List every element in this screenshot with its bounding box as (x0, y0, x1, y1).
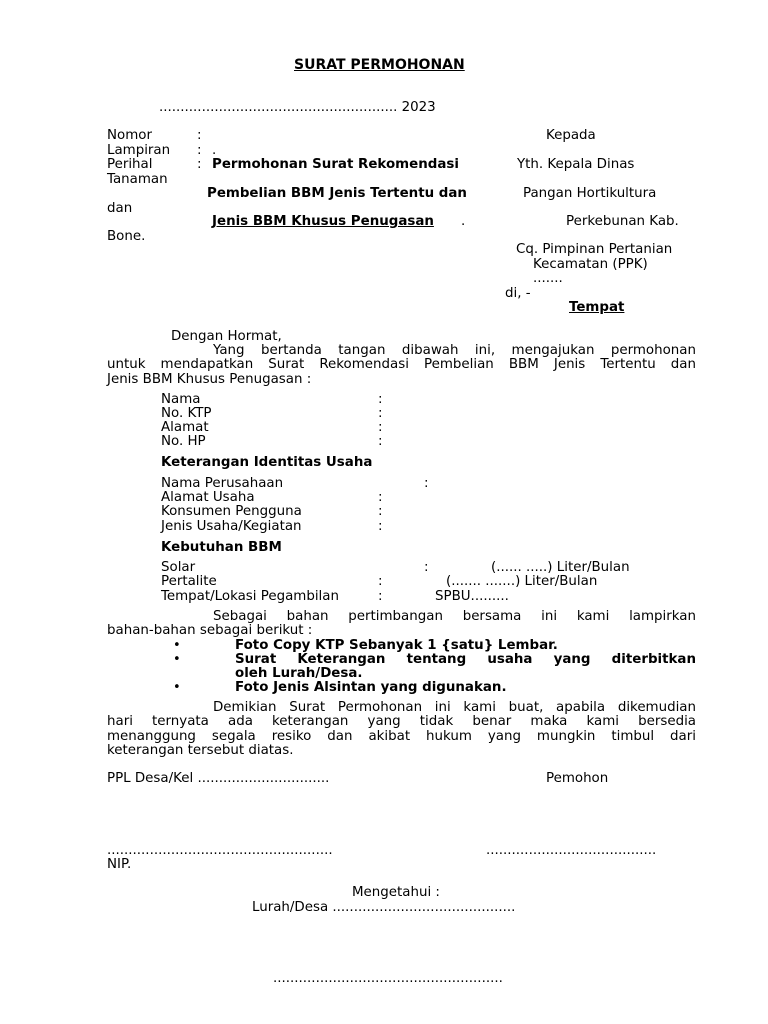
solar-colon: : (424, 560, 429, 575)
nip-label: NIP. (107, 857, 132, 872)
salutation: Dengan Hormat, (171, 329, 282, 344)
lampiran-colon: : (197, 143, 202, 158)
closing-line-2: hari ternyata ada keterangan yang tidak benar maka kami bersedia (107, 714, 696, 729)
ktp-label: No. KTP (161, 406, 212, 421)
kepada-label: Kepada (546, 128, 596, 143)
ktp-colon: : (378, 406, 383, 421)
dan-line: dan (107, 201, 133, 216)
attachment-item-2-line-2: oleh Lurah/Desa. (235, 666, 363, 681)
lampiran-label: Lampiran (107, 143, 171, 158)
solar-value: (...... .....) Liter/Bulan (491, 560, 630, 575)
bbm-heading: Kebutuhan BBM (161, 540, 282, 555)
attachments-intro-line-2: bahan-bahan sebagai berikut : (107, 623, 313, 638)
pemohon-signature-dots: ........................................ (486, 843, 657, 858)
closing-line-1: Demikian Surat Permohonan ini kami buat, apabila dikemudian (213, 700, 696, 715)
perihal-line-3: Jenis BBM Khusus Penugasan (212, 214, 434, 229)
nama-colon: : (378, 392, 383, 407)
perihal-line-2: Pembelian BBM Jenis Tertentu dan (207, 186, 467, 201)
tempat-line: Tempat (569, 300, 625, 315)
jenis-usaha-label: Jenis Usaha/Kegiatan (161, 519, 302, 534)
alamat-label: Alamat (161, 420, 209, 435)
lurah-signature-dots: ...................................................... (273, 971, 503, 986)
kecamatan-line: Kecamatan (PPK) (533, 257, 648, 272)
nama-label: Nama (161, 392, 201, 407)
pertalite-label: Pertalite (161, 574, 217, 589)
ppl-signature-dots: ..................................................... (107, 843, 333, 858)
bone-line: Bone. (107, 229, 146, 244)
intro-line-2: untuk mendapatkan Surat Rekomendasi Pembelian BBM Jenis Tertentu dan (107, 357, 696, 372)
bullet-1: • (173, 638, 181, 653)
lampiran-value: . (212, 143, 217, 158)
page-title: SURAT PERMOHONAN (294, 57, 465, 73)
alamat-usaha-colon: : (378, 490, 383, 505)
attachments-intro-line-1: Sebagai bahan pertimbangan bersama ini kami lampirkan (213, 609, 696, 624)
pemohon-label: Pemohon (546, 771, 609, 786)
cq-line: Cq. Pimpinan Pertanian (516, 242, 673, 257)
attachment-item-1: Foto Copy KTP Sebanyak 1 {satu} Lembar. (235, 638, 558, 653)
usaha-heading: Keterangan Identitas Usaha (161, 455, 373, 470)
ppl-label: PPL Desa/Kel ............................... (107, 771, 330, 786)
nama-perusahaan-colon: : (424, 476, 429, 491)
bullet-3: • (173, 680, 181, 695)
perihal-label: Perihal (107, 157, 153, 172)
perkebunan-line: Perkebunan Kab. (566, 214, 679, 229)
perihal-colon: : (197, 157, 202, 172)
solar-label: Solar (161, 560, 196, 575)
tempat-pengambilan-value: SPBU......... (435, 589, 509, 604)
konsumen-label: Konsumen Pengguna (161, 504, 302, 519)
bullet-2: • (173, 652, 181, 667)
hp-colon: : (378, 434, 383, 449)
date-line: ........................................................ 2023 (159, 100, 436, 115)
alamat-colon: : (378, 420, 383, 435)
perihal-period: . (461, 214, 466, 229)
pertalite-colon: : (378, 574, 383, 589)
tempat-pengambilan-label: Tempat/Lokasi Pegambilan (161, 589, 339, 604)
hp-label: No. HP (161, 434, 206, 449)
alamat-usaha-label: Alamat Usaha (161, 490, 255, 505)
pangan-line: Pangan Hortikultura (523, 186, 657, 201)
nama-perusahaan-label: Nama Perusahaan (161, 476, 284, 491)
di-line: di, - (505, 286, 531, 301)
tanaman-line: Tanaman (107, 172, 168, 187)
nomor-colon: : (197, 128, 202, 143)
konsumen-colon: : (378, 504, 383, 519)
closing-line-4: keterangan tersebut diatas. (107, 743, 294, 758)
lurah-label: Lurah/Desa ........................................... (252, 900, 516, 915)
nomor-label: Nomor (107, 128, 152, 143)
attachment-item-2-line-1: Surat Keterangan tentang usaha yang diterbitkan (235, 652, 696, 667)
mengetahui-label: Mengetahui : (352, 885, 440, 900)
yth-line: Yth. Kepala Dinas (517, 157, 635, 172)
addressee-dots: ....... (533, 271, 563, 286)
pertalite-value: (....... .......) Liter/Bulan (446, 574, 598, 589)
perihal-line-1: Permohonan Surat Rekomendasi (212, 157, 459, 172)
intro-line-1: Yang bertanda tangan dibawah ini, mengajukan permohonan (213, 343, 696, 358)
attachment-item-3: Foto Jenis Alsintan yang digunakan. (235, 680, 507, 695)
tempat-pengambilan-colon: : (378, 589, 383, 604)
jenis-usaha-colon: : (378, 519, 383, 534)
intro-line-3: Jenis BBM Khusus Penugasan : (107, 372, 312, 387)
closing-line-3: menanggung segala resiko dan akibat hukum yang mungkin timbul dari (107, 729, 696, 744)
